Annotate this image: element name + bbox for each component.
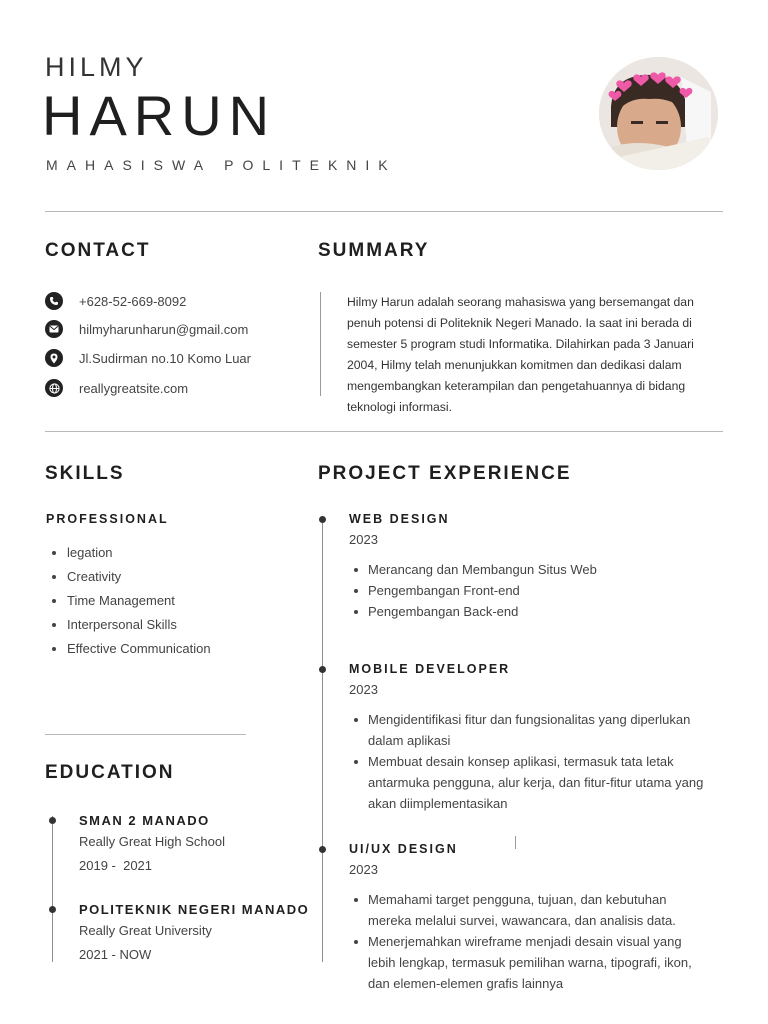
skills-subtitle: PROFESSIONAL [46, 512, 169, 526]
education-timeline-dot [49, 906, 56, 913]
projects-timeline-dot [319, 516, 326, 523]
education-school: Really Great University [79, 923, 212, 938]
project-title: UI/UX DESIGN [349, 842, 458, 856]
education-school: Really Great High School [79, 834, 225, 849]
projects-timeline-dot [319, 666, 326, 673]
job-role: MAHASISWA POLITEKNIK [46, 157, 397, 173]
projects-timeline-line [322, 518, 323, 962]
phone-icon [45, 292, 63, 310]
projects-title: PROJECT EXPERIENCE [318, 463, 572, 484]
project-bullet: Memahami target pengguna, tujuan, dan kebutuhan mereka melalui survei, wawancara, dan analisis data. [349, 889, 709, 931]
first-name: HILMY [45, 52, 148, 82]
divider-middle [45, 431, 723, 432]
project-bullet: Merancang dan Membangun Situs Web [349, 559, 709, 580]
profile-photo-image [599, 57, 718, 170]
contact-phone-text[interactable]: +628-52-669-8092 [79, 293, 187, 309]
project-bullet: Pengembangan Back-end [349, 601, 709, 622]
summary-text: Hilmy Harun adalah seorang mahasiswa yang bersemangat dan penuh potensi di Politeknik Negeri Manado. Ia saat ini berada di semester 5 program studi Informatika. Dilahirkan pada 3 Januari 2004, Hilmy telah menunjukkan komitmen dan dedikasi dalam mengembangkan keterampilan dan pengetahuannya di bidang teknologi informasi. [347, 295, 694, 414]
education-timeline-dot [49, 817, 56, 824]
project-bullet: Membuat desain konsep aplikasi, termasuk tata letak antarmuka pengguna, alur kerja, dan fitur-fitur utama yang akan diimplementasikan [349, 751, 709, 814]
mail-icon [45, 320, 63, 338]
skill-item: Effective Communication [49, 640, 211, 664]
skills-title: SKILLS [45, 463, 125, 484]
contact-address-text: Jl.Sudirman no.10 Komo Luar [79, 350, 251, 366]
education-title: EDUCATION [45, 762, 175, 783]
education-timeline-line [52, 816, 53, 962]
education-name: POLITEKNIK NEGERI MANADO [79, 902, 310, 917]
last-name: HARUN [42, 84, 277, 147]
project-bullet: Pengembangan Front-end [349, 580, 709, 601]
contact-phone [45, 291, 186, 311]
project-year: 2023 [349, 682, 378, 697]
contact-email-text[interactable]: hilmyharunharun@gmail.com [79, 321, 249, 337]
education-years: 2019 - 2021 [79, 858, 153, 873]
skill-item: legation [49, 544, 211, 568]
globe-icon [45, 379, 63, 397]
skill-item: Creativity [49, 568, 211, 592]
project-year: 2023 [349, 862, 378, 877]
project-bullets [349, 889, 709, 994]
project-bullets [349, 709, 709, 814]
summary-title: SUMMARY [318, 240, 430, 261]
project-bullet: Menerjemahkan wireframe menjadi desain visual yang lebih lengkap, termasuk pemilihan warna, tipografi, ikon, dan elemen-elemen grafis lainnya [349, 931, 709, 994]
skills-list [49, 544, 211, 664]
divider-left [45, 734, 246, 735]
contact-website [45, 378, 188, 398]
contact-address [45, 348, 251, 368]
location-icon [45, 349, 63, 367]
skill-item: Time Management [49, 592, 211, 616]
text-cursor-mark [515, 836, 516, 849]
education-years: 2021 - NOW [79, 947, 152, 962]
contact-title: CONTACT [45, 240, 151, 261]
project-year: 2023 [349, 532, 378, 547]
project-bullets [349, 559, 709, 622]
project-title: MOBILE DEVELOPER [349, 662, 511, 676]
project-bullet: Mengidentifikasi fitur dan fungsionalitas yang diperlukan dalam aplikasi [349, 709, 709, 751]
divider-top [45, 211, 723, 212]
project-title: WEB DESIGN [349, 512, 450, 526]
contact-website-text[interactable]: reallygreatsite.com [79, 380, 189, 396]
projects-timeline-dot [319, 846, 326, 853]
contact-email [45, 319, 248, 339]
profile-photo [599, 57, 718, 170]
summary-accent-bar [320, 292, 321, 396]
education-name: SMAN 2 MANADO [79, 813, 210, 828]
skill-item: Interpersonal Skills [49, 616, 211, 640]
